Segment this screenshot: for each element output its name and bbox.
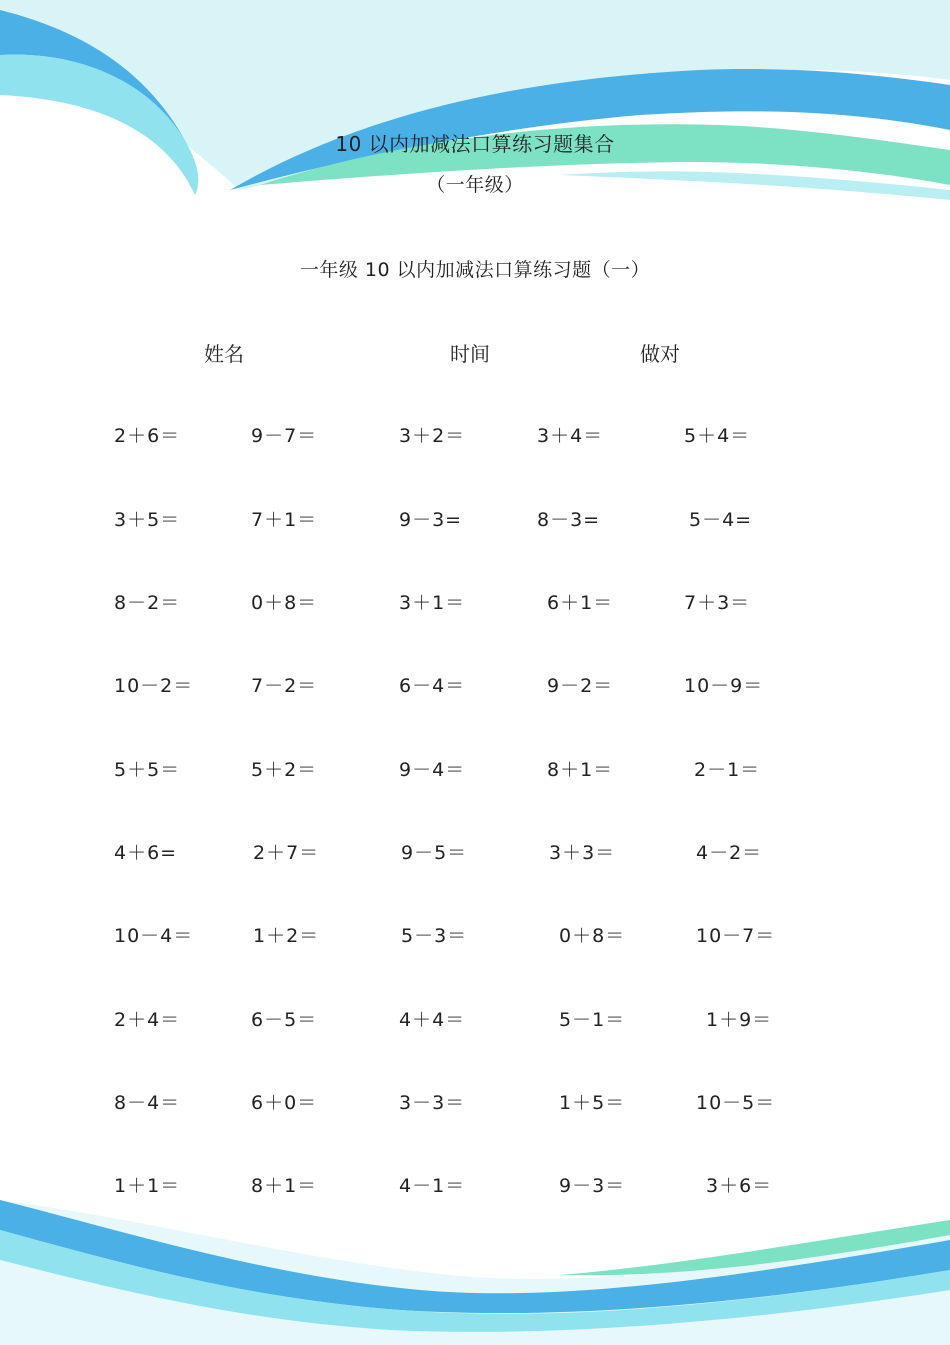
page-title: 10 以内加减法口算练习题集合 [335,132,615,156]
problem-item: 4＋4＝ [399,1009,466,1031]
problem-item: 5＋2＝ [251,759,318,781]
correct-label: 做对 [640,342,680,366]
problem-item: 9－5＝ [401,842,468,864]
problem-item: 3＋5＝ [114,509,181,531]
problem-item: 2＋7＝ [253,842,320,864]
problem-item: 4－1＝ [399,1175,466,1197]
problem-item: 5＋5＝ [114,759,181,781]
problem-item: 3＋6＝ [706,1175,773,1197]
problem-item: 9－3= [399,509,463,531]
problem-item: 6＋1＝ [547,592,614,614]
problem-item: 8＋1＝ [547,759,614,781]
problem-item: 1＋5＝ [559,1092,626,1114]
problem-item: 4－2＝ [696,842,763,864]
problem-item: 0＋8＝ [559,925,626,947]
problem-item: 6－4＝ [399,675,466,697]
problem-item: 10－7＝ [696,925,776,947]
problem-item: 10－4＝ [114,925,194,947]
problem-item: 3＋4＝ [537,425,604,447]
problem-item: 8－4＝ [114,1092,181,1114]
problem-item: 5－1＝ [559,1009,626,1031]
page-subtitle: （一年级） [426,174,524,196]
problem-item: 2＋4＝ [114,1009,181,1031]
problem-item: 10－5＝ [696,1092,776,1114]
problem-item: 7＋3＝ [684,592,751,614]
problem-item: 0＋8＝ [251,592,318,614]
problem-item: 9－2＝ [547,675,614,697]
problem-item: 5＋4＝ [684,425,751,447]
problem-item: 3＋2＝ [399,425,466,447]
problem-item: 3＋3＝ [549,842,616,864]
problem-item: 7－2＝ [251,675,318,697]
problem-item: 9－3＝ [559,1175,626,1197]
problem-item: 5－3＝ [401,925,468,947]
bottom-wave-decoration [0,1180,950,1345]
problem-item: 1＋2＝ [253,925,320,947]
problem-item: 7＋1＝ [251,509,318,531]
section-title: 一年级 10 以内加减法口算练习题（一） [299,259,651,281]
problem-item: 10－2＝ [114,675,194,697]
problem-item: 2－1＝ [694,759,761,781]
problem-item: 8－3= [537,509,601,531]
problem-item: 9－7＝ [251,425,318,447]
problem-item: 8－2＝ [114,592,181,614]
problem-item: 8＋1＝ [251,1175,318,1197]
problem-item: 10－9＝ [684,675,764,697]
problem-item: 2＋6＝ [114,425,181,447]
problem-item: 5－4= [689,509,753,531]
problem-item: 9－4＝ [399,759,466,781]
problem-item: 1＋1＝ [114,1175,181,1197]
time-label: 时间 [450,342,490,366]
problem-item: 6－5＝ [251,1009,318,1031]
problem-item: 3＋1＝ [399,592,466,614]
problem-item: 1＋9＝ [706,1009,773,1031]
problem-item: 4＋6= [114,842,178,864]
problem-item: 3－3＝ [399,1092,466,1114]
name-label: 姓名 [204,342,244,366]
problem-item: 6＋0＝ [251,1092,318,1114]
